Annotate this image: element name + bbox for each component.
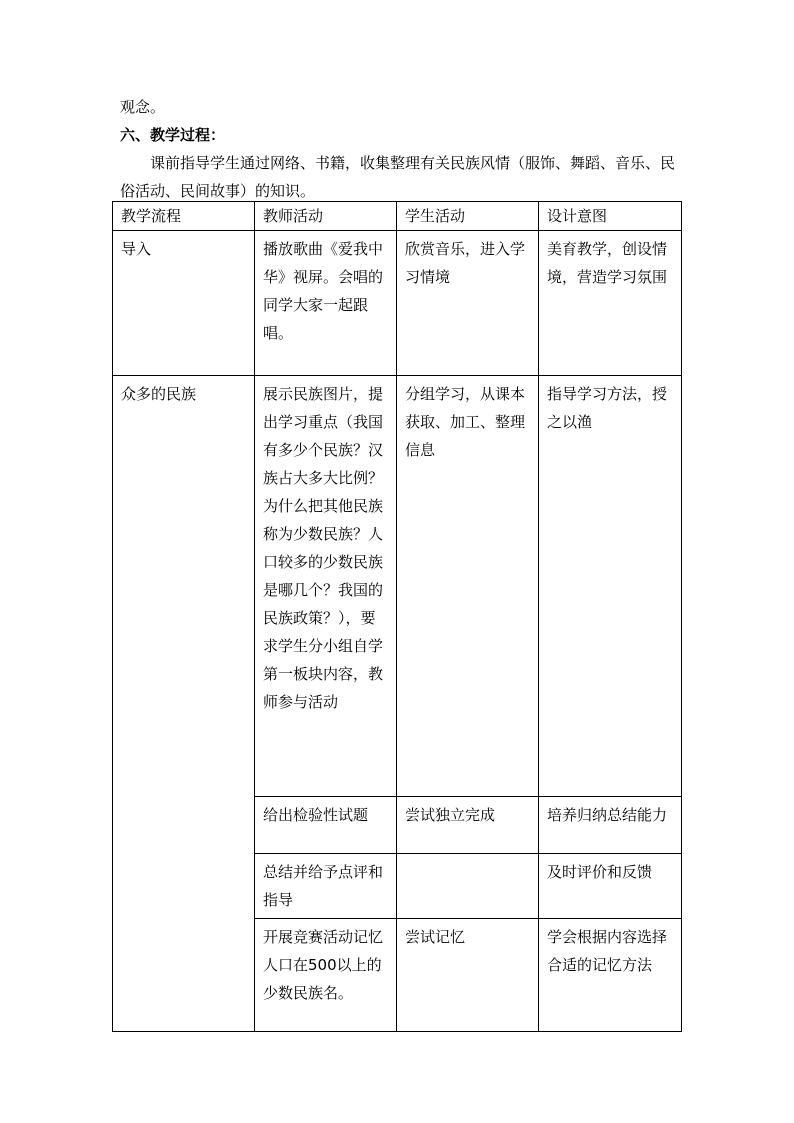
cell-student: 尝试记忆 [397, 919, 539, 1032]
body-text-line: 观念。 [120, 98, 166, 116]
header-cell-student: 学生活动 [397, 202, 539, 231]
cell-teacher: 开展竞赛活动记忆人口在500以上的少数民族名。 [255, 919, 397, 1032]
cell-flow: 导入 [113, 231, 255, 376]
cell-intent: 及时评价和反馈 [539, 854, 682, 919]
table-header-row [113, 202, 682, 231]
cell-intent: 学会根据内容选择合适的记忆方法 [539, 919, 682, 1032]
table-row [113, 376, 682, 797]
cell-student [397, 854, 539, 919]
cell-flow: 众多的民族 [113, 376, 255, 1032]
cell-student: 尝试独立完成 [397, 797, 539, 854]
cell-intent: 培养归纳总结能力 [539, 797, 682, 854]
intro-paragraph: 课前指导学生通过网络、书籍，收集整理有关民族风情（服饰、舞蹈、音乐、民俗活动、民间故事）的知识。 [120, 154, 676, 200]
teaching-process-table [112, 201, 682, 1032]
header-cell-flow: 教学流程 [113, 202, 255, 231]
header-cell-teacher: 教师活动 [255, 202, 397, 231]
cell-student: 欣赏音乐，进入学习情境 [397, 231, 539, 376]
cell-teacher: 展示民族图片，提出学习重点（我国有多少个民族？汉族占大多大比例？为什么把其他民族称为少数民族？人口较多的少数民族是哪几个？我国的民族政策？），要求学生分小组自学第一板块内容，教师参与活动 [255, 376, 397, 797]
cell-intent: 指导学习方法，授之以渔 [539, 376, 682, 797]
cell-teacher: 播放歌曲《爱我中华》视屏。会唱的同学大家一起跟唱。 [255, 231, 397, 376]
header-cell-intent: 设计意图 [539, 202, 682, 231]
cell-intent: 美育教学，创设情境，营造学习氛围 [539, 231, 682, 376]
section-heading: 六、教学过程： [120, 126, 226, 144]
cell-teacher: 给出检验性试题 [255, 797, 397, 854]
table-row [113, 231, 682, 376]
cell-student: 分组学习，从课本获取、加工、整理信息 [397, 376, 539, 797]
cell-teacher: 总结并给予点评和指导 [255, 854, 397, 919]
